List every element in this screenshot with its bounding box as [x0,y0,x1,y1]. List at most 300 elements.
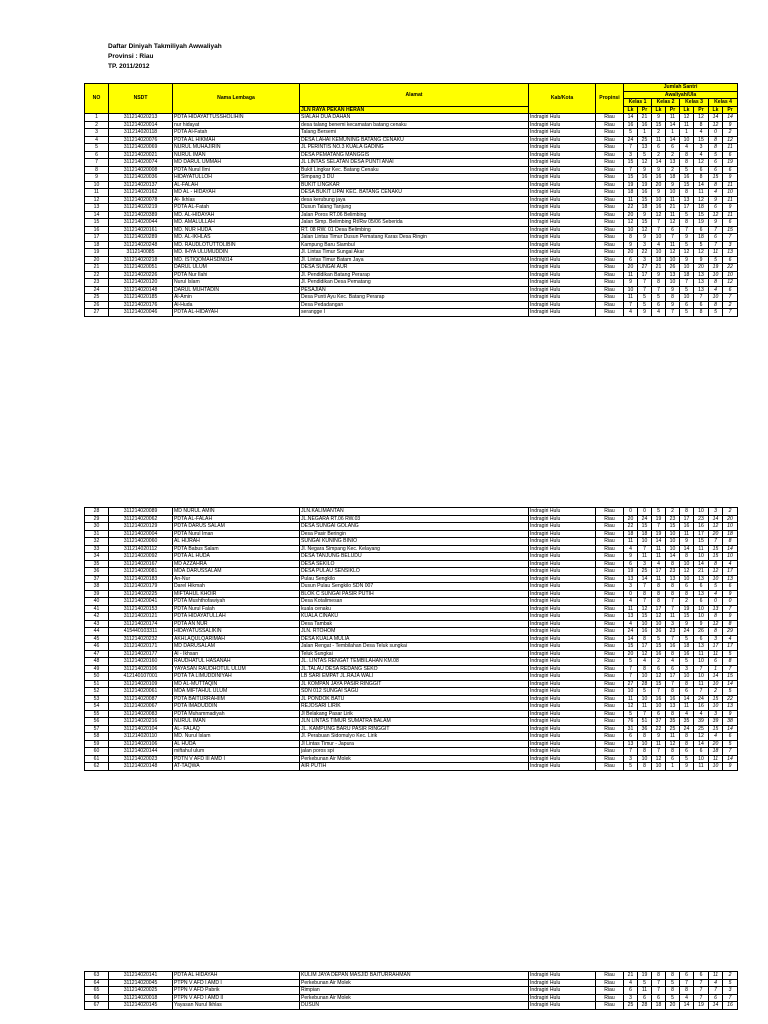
col-nsdt: NSDT [109,84,173,114]
cell-no: 28 [85,508,109,516]
cell-k3-pr: 6 [694,226,709,234]
cell-alamat: Jalan Lintas Timur Dusun Pematang Karas Desa Ringin [300,234,529,242]
cell-prop: Riau [596,583,624,591]
cell-k3-lk: 10 [680,294,694,302]
cell-k2-pr: 15 [666,523,680,531]
cell-k1-pr: 17 [638,643,652,651]
cell-k2-pr: 25 [666,725,680,733]
cell-k1-pr: 9 [638,309,652,317]
cell-k3-lk: 10 [680,136,694,144]
cell-prop: Riau [596,136,624,144]
cell-k1-pr: 16 [638,121,652,129]
cell-kab: Indragiri Hulu [529,136,596,144]
cell-k4-lk: 0 [709,129,723,137]
cell-k4-pr: 5 [723,979,738,987]
cell-k2-lk: 8 [652,598,666,606]
cell-k3-lk: 24 [680,725,694,733]
cell-k1-lk: 7 [624,166,638,174]
cell-k2-pr: 12 [666,249,680,257]
cell-alamat: Bukit Lingkar Kec. Batang Cenaku [300,166,529,174]
cell-nama: MDA DARUSSALAM [173,568,300,576]
cell-k4-lk: 10 [709,680,723,688]
table-header [85,84,738,114]
cell-k3-pr: 6 [694,748,709,756]
cell-k3-pr: 19 [694,1002,709,1010]
cell-k3-pr: 18 [694,204,709,212]
cell-k3-lk: 5 [680,286,694,294]
cell-k3-pr: 4 [694,151,709,159]
cell-k4-pr: 4 [723,635,738,643]
cell-k3-lk: 11 [680,703,694,711]
cell-k3-pr: 13 [694,279,709,287]
cell-prop: Riau [596,605,624,613]
cell-k3-pr: 4 [694,129,709,137]
cell-k3-pr: 12 [694,159,709,167]
table-row [85,979,738,987]
cell-alamat: Simpang 3 DU [300,174,529,182]
cell-nama: PDTA Al-Fatah [173,129,300,137]
cell-k1-lk: 15 [624,159,638,167]
cell-k2-lk: 19 [652,530,666,538]
cell-k4-lk: 3 [709,508,723,516]
cell-no: 5 [85,144,109,152]
cell-k2-pr: 13 [666,159,680,167]
cell-nsdt: 311214020161 [109,226,173,234]
cell-nama: PDTA DARUS SALAM [173,523,300,531]
cell-nsdt: 311214020046 [109,309,173,317]
cell-k2-lk: 9 [652,189,666,197]
cell-k4-pr: 29 [723,628,738,636]
cell-prop: Riau [596,688,624,696]
cell-k4-lk: 10 [709,575,723,583]
cell-k4-lk: 6 [709,159,723,167]
cell-prop: Riau [596,515,624,523]
table-row [85,538,738,546]
cell-nsdt: 311214020112 [109,545,173,553]
cell-no: 52 [85,688,109,696]
cell-k4-pr: 5 [723,740,738,748]
cell-k1-pr: 25 [638,568,652,576]
cell-k3-pr: 24 [694,695,709,703]
cell-alamat: DESA LAHAI KEMUNING BATANG CENAKU [300,136,529,144]
cell-nsdt: 311214020018 [109,994,173,1002]
cell-kab: Indragiri Hulu [529,271,596,279]
cell-k4-pr: 10 [723,189,738,197]
cell-alamat: Jalan Poros RT.06 Belimbing [300,211,529,219]
cell-kab: Indragiri Hulu [529,189,596,197]
cell-no: 34 [85,553,109,561]
cell-nama: AT-TAQWA [173,763,300,771]
cell-k1-lk: 7 [624,301,638,309]
cell-nsdt: 311214020144 [109,748,173,756]
cell-k3-pr: 9 [694,620,709,628]
cell-no: 47 [85,650,109,658]
cell-k2-pr: 18 [666,174,680,182]
cell-k3-lk: 18 [680,271,694,279]
cell-prop: Riau [596,710,624,718]
cell-k1-lk: 3 [624,994,638,1002]
cell-k3-pr: 25 [694,725,709,733]
cell-alamat: Jl. Lintas Timur Batam Jaya [300,256,529,264]
cell-nama: PDTA AL-HIDAYAH [173,309,300,317]
cell-no: 8 [85,166,109,174]
cell-nsdt: 311214020226 [109,271,173,279]
cell-prop: Riau [596,249,624,257]
table-row [85,695,738,703]
cell-kab: Indragiri Hulu [529,174,596,182]
cell-k1-lk: 11 [624,271,638,279]
cell-no: 33 [85,545,109,553]
cell-no: 37 [85,575,109,583]
cell-alamat: Desa Kotalimesan [300,598,529,606]
cell-alamat: DUSUN [300,1002,529,1010]
table-row [85,196,738,204]
cell-k2-pr: 16 [666,695,680,703]
cell-k2-lk: 14 [652,159,666,167]
table-row [85,515,738,523]
cell-prop: Riau [596,241,624,249]
cell-k1-lk: 11 [624,695,638,703]
cell-k4-lk: 10 [709,703,723,711]
cell-prop: Riau [596,748,624,756]
cell-k1-lk: 6 [624,733,638,741]
table-body-1 [85,114,738,317]
cell-nama: Al-Amin [173,294,300,302]
cell-nama: MD. NUR HUDA [173,226,300,234]
cell-k2-pr: 8 [666,688,680,696]
cell-k1-lk: 13 [624,740,638,748]
cell-k3-pr: 6 [694,166,709,174]
table-row [85,166,738,174]
cell-k4-lk: 11 [709,249,723,257]
cell-alamat: DESA SEKILO [300,560,529,568]
cell-k2-lk: 8 [652,972,666,980]
cell-k4-pr: 2 [723,301,738,309]
cell-k1-pr: 6 [638,994,652,1002]
cell-k3-lk: 9 [680,763,694,771]
table-row [85,605,738,613]
santri-table-1 [84,83,738,317]
cell-nama: PTPN V AFD I AMD II [173,994,300,1002]
cell-nama: MD DARUSALAM [173,643,300,651]
cell-k4-pr: 6 [723,286,738,294]
cell-nsdt: 311214020248 [109,241,173,249]
col-lk: Lk [709,106,723,114]
cell-kab: Indragiri Hulu [529,196,596,204]
cell-nsdt: 311214020060 [109,538,173,546]
cell-k4-lk: 8 [709,144,723,152]
cell-k3-lk: 7 [680,279,694,287]
cell-k1-lk: 7 [624,673,638,681]
cell-k3-pr: 11 [694,545,709,553]
cell-k1-lk: 20 [624,650,638,658]
cell-nama: AL-FALAH [173,181,300,189]
cell-k3-lk: 8 [680,189,694,197]
cell-k2-lk: 10 [652,234,666,242]
cell-k2-pr: 7 [666,598,680,606]
cell-kab: Indragiri Hulu [529,234,596,242]
cell-no: 2 [85,121,109,129]
cell-k1-lk: 19 [624,181,638,189]
cell-kab: Indragiri Hulu [529,695,596,703]
cell-k4-pr: 13 [723,703,738,711]
cell-k1-pr: 17 [638,271,652,279]
cell-k4-lk: 12 [709,121,723,129]
table-row [85,204,738,212]
cell-kab: Indragiri Hulu [529,673,596,681]
cell-k4-pr: 14 [723,725,738,733]
cell-k2-lk: 16 [652,650,666,658]
cell-kab: Indragiri Hulu [529,553,596,561]
cell-alamat: DESA BUKIT LIPAI KEC. BATANG CENAKU [300,189,529,197]
cell-nama: PDTA AN NUR [173,620,300,628]
cell-k1-pr: 5 [638,151,652,159]
cell-k3-pr: 21 [694,568,709,576]
cell-k4-lk: 14 [709,673,723,681]
cell-k2-lk: 9 [652,271,666,279]
cell-alamat: REJOSARI LIRIK [300,703,529,711]
cell-k3-pr: 7 [694,987,709,995]
cell-k3-lk: 16 [680,650,694,658]
cell-alamat: BUKIT LINGKAR [300,181,529,189]
col-lk: Lk [680,106,694,114]
cell-k4-pr: 7 [723,309,738,317]
cell-nama: MD. ISTIQOMAHSDN014 [173,256,300,264]
cell-k4-pr: 6 [723,166,738,174]
cell-nsdt: 311214020023 [109,755,173,763]
cell-k1-lk: 13 [624,613,638,621]
cell-no: 31 [85,530,109,538]
cell-prop: Riau [596,256,624,264]
cell-k3-lk: 12 [680,249,694,257]
cell-k1-lk: 11 [624,605,638,613]
cell-k4-lk: 11 [709,972,723,980]
cell-k3-pr: 15 [694,538,709,546]
cell-no: 32 [85,538,109,546]
cell-alamat: SUNGAI KUNING BINIO [300,538,529,546]
cell-k1-pr: 7 [638,279,652,287]
cell-no: 10 [85,181,109,189]
cell-alamat: KUALA CINAKU [300,613,529,621]
cell-k4-pr: 16 [723,1002,738,1010]
cell-k4-pr: 8 [723,620,738,628]
cell-k2-pr: 4 [666,658,680,666]
cell-k3-pr: 11 [694,189,709,197]
cell-k2-lk: 2 [652,129,666,137]
cell-k3-pr: 8 [694,309,709,317]
cell-k4-pr: 2 [723,129,738,137]
cell-kab: Indragiri Hulu [529,650,596,658]
cell-k2-lk: 15 [652,643,666,651]
cell-prop: Riau [596,635,624,643]
cell-alamat: Perkebunan Air Molek [300,994,529,1002]
cell-k3-lk: 14 [680,1002,694,1010]
cell-kab: Indragiri Hulu [529,575,596,583]
cell-k2-lk: 20 [652,181,666,189]
cell-prop: Riau [596,508,624,516]
cell-k4-lk: 4 [709,733,723,741]
cell-prop: Riau [596,530,624,538]
cell-prop: Riau [596,994,624,1002]
cell-k2-pr: 12 [666,219,680,227]
cell-k1-lk: 11 [624,538,638,546]
cell-alamat: Dusun Talang Tanjung [300,204,529,212]
cell-k1-lk: 8 [624,234,638,242]
cell-nama: PTPN V AFD I AMD I [173,979,300,987]
table-row [85,590,738,598]
cell-kab: Indragiri Hulu [529,204,596,212]
cell-k2-lk: 7 [652,226,666,234]
cell-prop: Riau [596,695,624,703]
cell-nsdt: 311214020051 [109,264,173,272]
cell-k3-lk: 8 [680,151,694,159]
cell-k3-pr: 7 [694,994,709,1002]
cell-k4-pr: 17 [723,568,738,576]
cell-alamat: Jalan Rengat - Tembilahan Desa Teluk sungkai [300,643,529,651]
cell-nama: PDTA AL HUDA [173,553,300,561]
cell-k1-lk: 20 [624,515,638,523]
cell-kab: Indragiri Hulu [529,264,596,272]
cell-nsdt: 311214020162 [109,189,173,197]
cell-k1-pr: 19 [638,972,652,980]
cell-kab: Indragiri Hulu [529,643,596,651]
cell-k4-pr: 14 [723,680,738,688]
cell-prop: Riau [596,189,624,197]
cell-k1-lk: 20 [624,211,638,219]
cell-k3-pr: 13 [694,643,709,651]
cell-k1-lk: 25 [624,1002,638,1010]
table-row [85,613,738,621]
table-row [85,309,738,317]
cell-k2-pr: 3 [666,620,680,628]
cell-k3-pr: 9 [694,256,709,264]
cell-no: 20 [85,256,109,264]
cell-k4-lk: 2 [709,688,723,696]
cell-kab: Indragiri Hulu [529,740,596,748]
cell-k2-lk: 7 [652,219,666,227]
cell-k2-pr: 11 [666,241,680,249]
cell-prop: Riau [596,204,624,212]
cell-nama: PDTA AL HIDAYAH [173,972,300,980]
cell-kab: Indragiri Hulu [529,545,596,553]
cell-nsdt: 311214020025 [109,987,173,995]
cell-k3-lk: 8 [680,680,694,688]
cell-nsdt: 311214020061 [109,688,173,696]
cell-kab: Indragiri Hulu [529,219,596,227]
cell-prop: Riau [596,763,624,771]
cell-k4-pr: 9 [723,710,738,718]
cell-nama: Al- Ikhlas [173,196,300,204]
cell-k4-lk: 6 [709,234,723,242]
cell-k3-pr: 7 [694,979,709,987]
cell-k4-pr: 6 [723,583,738,591]
cell-nama: HIDAYATUSSALIKIN [173,628,300,636]
cell-k1-pr: 10 [638,620,652,628]
cell-k1-pr: 7 [638,286,652,294]
cell-k3-pr: 10 [694,605,709,613]
cell-no: 12 [85,196,109,204]
cell-k4-lk: 12 [709,211,723,219]
col-pr: Pr [666,106,680,114]
cell-kab: Indragiri Hulu [529,523,596,531]
cell-k2-lk: 11 [652,136,666,144]
cell-k2-pr: 16 [666,643,680,651]
col-lk: Lk [624,106,638,114]
cell-k2-pr: 13 [666,575,680,583]
cell-k3-pr: 10 [694,673,709,681]
cell-k3-pr: 17 [694,530,709,538]
cell-k4-pr: 6 [723,151,738,159]
table-row [85,159,738,167]
table-row [85,1002,738,1010]
cell-k3-pr: 15 [694,211,709,219]
cell-no: 18 [85,241,109,249]
table-row [85,755,738,763]
cell-k1-pr: 27 [638,264,652,272]
cell-k3-pr: 10 [694,508,709,516]
cell-k3-lk: 10 [680,560,694,568]
table-row [85,211,738,219]
cell-k3-lk: 8 [680,159,694,167]
cell-prop: Riau [596,628,624,636]
cell-k1-lk: 14 [624,635,638,643]
cell-k1-pr: 5 [638,294,652,302]
cell-nsdt: 311214020219 [109,204,173,212]
cell-alamat: Teluk Sungkai [300,650,529,658]
cell-k3-pr: 15 [694,136,709,144]
cell-k4-lk: 17 [709,643,723,651]
cell-nsdt: 311214020289 [109,234,173,242]
cell-k3-pr: 6 [694,301,709,309]
cell-k3-lk: 19 [680,605,694,613]
cell-nsdt: 311214020041 [109,598,173,606]
table-row [85,286,738,294]
cell-k4-lk: 7 [709,538,723,546]
cell-alamat: JLN. RTOHOM [300,628,529,636]
cell-alamat: KULIM JAYA DEPAN MASJID BAITURRAHMAN [300,972,529,980]
cell-k2-pr: 8 [666,590,680,598]
cell-alamat: DESA PULAU SENSIKLO [300,568,529,576]
cell-no: 25 [85,294,109,302]
cell-prop: Riau [596,979,624,987]
cell-k1-pr: 10 [638,740,652,748]
cell-nama: PDTA Nur Ilahi [173,271,300,279]
cell-nama: PDTA Muhammadiyah [173,710,300,718]
cell-nama: MD. AL-IKHLAS [173,234,300,242]
cell-k4-lk: 5 [709,151,723,159]
table-row [85,249,738,257]
cell-k2-lk: 5 [652,294,666,302]
cell-k4-lk: 14 [709,114,723,122]
cell-k1-pr: 5 [638,979,652,987]
cell-kab: Indragiri Hulu [529,628,596,636]
cell-kab: Indragiri Hulu [529,710,596,718]
cell-k3-pr: 10 [694,755,709,763]
cell-kab: Indragiri Hulu [529,763,596,771]
cell-nama: PDTA Babus Salam [173,545,300,553]
cell-k3-pr: 14 [694,740,709,748]
cell-k3-lk: 16 [680,174,694,182]
cell-k4-lk: 9 [709,219,723,227]
cell-k2-lk: 10 [652,620,666,628]
cell-k4-pr: 9 [723,174,738,182]
cell-prop: Riau [596,733,624,741]
cell-k3-lk: 9 [680,538,694,546]
cell-prop: Riau [596,114,624,122]
cell-k3-pr: 26 [694,628,709,636]
cell-k3-pr: 39 [694,718,709,726]
cell-k2-pr: 7 [666,680,680,688]
